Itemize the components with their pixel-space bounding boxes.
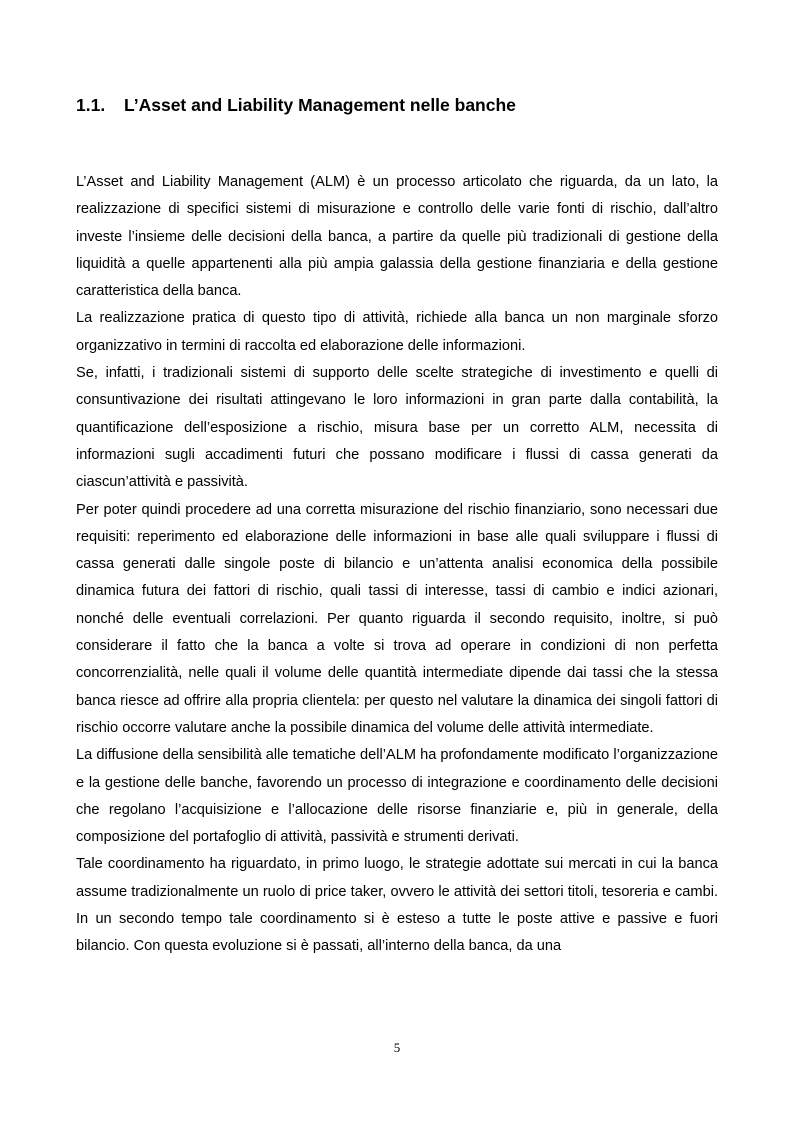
section-title: L’Asset and Liability Management nelle banche bbox=[124, 95, 516, 115]
page-number: 5 bbox=[393, 1040, 401, 1055]
paragraph-risk-quantification: Se, infatti, i tradizionali sistemi di supporto delle scelte strategiche di investimento e quelli di consuntivazione dei risultati attingevano le loro informazioni in gran parte dalla contabilità, la quantificazione dell’esposizione a rischio, misura base per un corretto ALM, necessita di informazioni sugli accadimenti futuri che possano modificare i flussi di cassa generati da ciascun’attività e passività. bbox=[76, 365, 718, 491]
paragraph-coordination: Tale coordinamento ha riguardato, in primo luogo, le strategie adottate sui mercati in cui la banca assume tradizionalmente un ruolo di price taker, ovvero le attività dei settori titoli, tesoreria e cambi. In un secondo tempo tale coordinamento si è esteso a tutte le poste attive e passive e fuori bilancio. Con questa evoluzione si è passati, all’interno della banca, da una bbox=[76, 856, 718, 955]
body-text bbox=[76, 169, 718, 961]
paragraph-alm-diffusion: La diffusione della sensibilità alle tematiche dell’ALM ha profondamente modificato l’organizzazione e la gestione delle banche, favorendo un processo di integrazione e coordinamento delle decisioni che regolano l’acquisizione e l’allocazione delle risorse finanziarie e, più in generale, della composizione del portafoglio di attività, passività e strumenti derivati. bbox=[76, 747, 718, 846]
section-number: 1.1. bbox=[76, 95, 106, 115]
paragraph-alm-definition: L’Asset and Liability Management (ALM) è un processo articolato che riguarda, da un lato, la realizzazione di specifici sistemi di misurazione e controllo delle varie fonti di rischio, dall’altro investe l’insieme delle decisioni della banca, a partire da quelle più tradizionali di gestione della liquidità a quelle appartenenti alla più ampia galassia della gestione finanziaria e della gestione caratteristica della banca. bbox=[76, 174, 718, 300]
section-heading bbox=[76, 93, 726, 117]
paragraph-requirements: Per poter quindi procedere ad una corretta misurazione del rischio finanziario, sono necessari due requisiti: reperimento ed elaborazione delle informazioni in base alle quali sviluppare i flussi di cassa generati dalle singole poste di bilancio e un’attenta analisi economica della possibile dinamica futura dei fattori di rischio, quali tassi di interesse, tassi di cambio e indici azionari, nonché delle eventuali correlazioni. Per quanto riguarda il secondo requisito, inoltre, si può considerare il fatto che la banca a volte si trova ad operare in condizioni di non perfetta concorrenzialità, nelle quali il volume delle quantità intermediate dipende dai tassi che la stessa banca riesce ad offrire alla propria clientela: per questo nel valutare la dinamica dei singoli fattori di rischio occorre valutare anche la possibile dinamica del volume delle attività intermediate. bbox=[76, 501, 718, 736]
paragraph-organizational-effort: La realizzazione pratica di questo tipo di attività, richiede alla banca un non marginale sforzo organizzativo in termini di raccolta ed elaborazione delle informazioni. bbox=[76, 310, 718, 354]
